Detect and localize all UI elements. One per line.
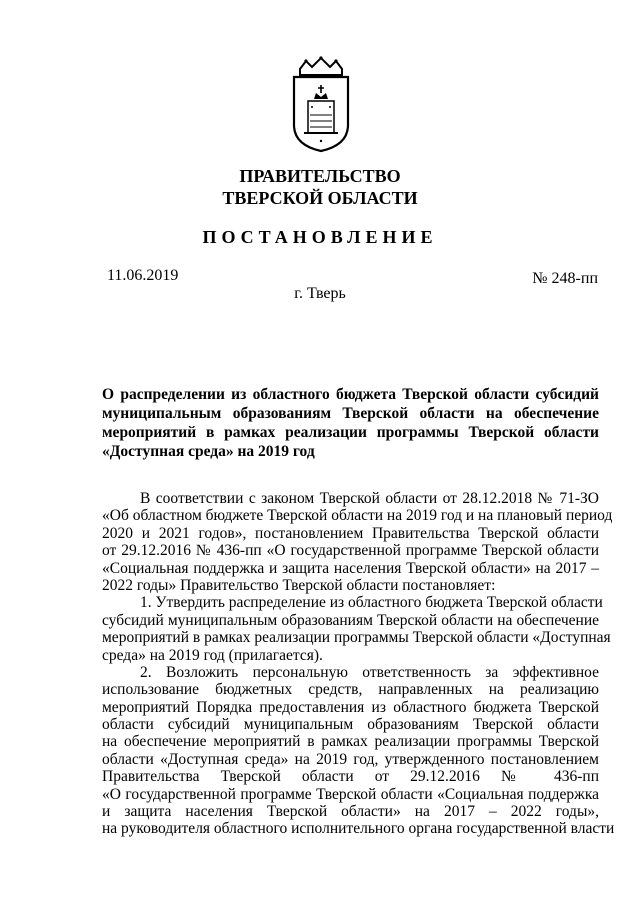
government-title-line1: ПРАВИТЕЛЬСТВО bbox=[239, 166, 401, 186]
decree-heading: ПОСТАНОВЛЕНИЕ bbox=[202, 227, 438, 247]
body-line: 2022 годы» Правительство Тверской области постановляет: bbox=[102, 576, 496, 594]
body-line: В соответствии с законом Тверской области от 28.12.2018 № 71-ЗО bbox=[140, 490, 599, 507]
title-line: мероприятий в рамках реализации программы Тверской области bbox=[102, 424, 599, 441]
body-line: 2020 и 2021 годов», постановлением Правительства Тверской области bbox=[102, 524, 599, 542]
body-line: 1. Утвердить распределение из областного бюджета Тверской области bbox=[140, 594, 603, 612]
decree-number: № 248-пп bbox=[532, 270, 598, 287]
body-line: области субсидий муниципальным образованиям Тверской области bbox=[102, 716, 599, 734]
body-line: и защита населения Тверской области» на 2017 – 2022 годы», bbox=[102, 803, 599, 821]
title-line: муниципальным образованиям Тверской области на обеспечение bbox=[102, 405, 599, 422]
body-line: «Об областном бюджете Тверской области на 2019 год и на плановый период bbox=[102, 507, 613, 525]
body-line: области «Доступная среда» на 2019 год, утвержденного постановлением bbox=[102, 750, 599, 768]
body-line: среда» на 2019 год (прилагается). bbox=[102, 646, 323, 664]
body-line: на руководителя областного исполнительного органа государственной власти bbox=[102, 820, 615, 838]
decree-title bbox=[102, 385, 599, 461]
decree-body bbox=[102, 490, 615, 838]
title-line: «Доступная среда» на 2019 год bbox=[102, 443, 315, 460]
body-line: 2. Возложить персональную ответственность за эффективное bbox=[140, 663, 599, 681]
body-line: «Социальная поддержка и защита населения Тверской области» на 2017 – bbox=[102, 559, 599, 577]
body-line: мероприятий Порядка предоставления из областного бюджета Тверской bbox=[102, 698, 599, 716]
body-line: «О государственной программе Тверской области «Социальная поддержка bbox=[102, 785, 599, 803]
body-line: мероприятий в рамках реализации программы Тверской области «Доступная bbox=[102, 629, 611, 647]
title-line: О распределении из областного бюджета Тверской области субсидий bbox=[102, 386, 599, 403]
decree-city: г. Тверь bbox=[294, 285, 346, 302]
body-line: субсидий муниципальным образованиям Тверской области на обеспечение bbox=[102, 611, 599, 629]
decree-date: 11.06.2019 bbox=[107, 267, 179, 284]
body-line: Правительства Тверской области от 29.12.2016 № 436-пп bbox=[102, 768, 599, 786]
body-line: использование бюджетных средств, направленных на реализацию bbox=[102, 681, 599, 699]
body-line: от 29.12.2016 № 436-пп «О государственной программе Тверской области bbox=[102, 542, 599, 560]
body-line: на обеспечение мероприятий в рамках реализации программы Тверской bbox=[102, 733, 599, 751]
tver-coat-of-arms-emblem bbox=[290, 55, 352, 153]
government-title-line2: ТВЕРСКОЙ ОБЛАСТИ bbox=[222, 188, 418, 208]
